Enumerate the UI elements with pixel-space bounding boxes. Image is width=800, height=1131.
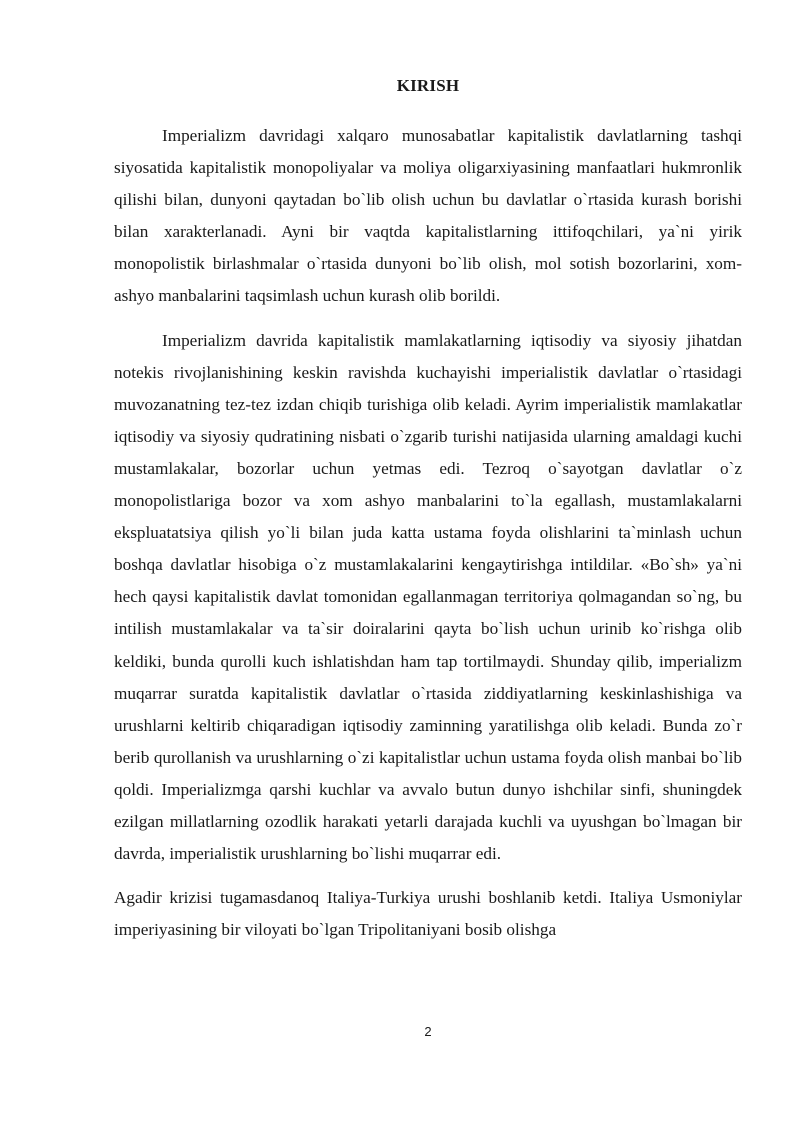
page-number: 2 [424, 1024, 432, 1039]
paragraph-1: Imperializm davridagi xalqaro munosabatlar kapitalistik davlatlarning tashqi siyosatida kapitalistik monopoliyalar va moliya oligarxiyasining manfaatlari hukmronlik qilishi bilan, dunyoni qaytadan bo`lib olish uchun bu davlatlar o`rtasida kurash borishi bilan xarakterlanadi. Ayni bir vaqtda kapitalistlarning ittifoqchilari, ya`ni yirik monopolistik birlashmalar o`rtasida dunyoni bo`lib olish, mol sotish bozorlarini, xom-ashyo manbalarini taqsimlash uchun kurash olib borildi. [114, 126, 742, 306]
page-title: KIRISH [396, 76, 460, 95]
paragraph-3: Agadir krizisi tugamasdanoq Italiya-Turkiya urushi boshlanib ketdi. Italiya Usmoniylar imperiyasining bir viloyati bo`lgan Tripolitaniyani bosib olishga [114, 888, 742, 940]
body-text [114, 120, 742, 946]
paragraph-2: Imperializm davrida kapitalistik mamlakatlarning iqtisodiy va siyosiy jihatdan notekis rivojlanishining keskin ravishda kuchayishi imperialistik davlatlar o`rtasidagi muvozanatning tez-tez izdan chiqib turishiga olib keladi. Ayrim imperialistik mamlakatlar iqtisodiy va siyosiy qudratining nisbati o`zgarib turishi natijasida ularning amaldagi kuchi mustamlakalar, bozorlar uchun yetmas edi. Tezroq o`sayotgan davlatlar o`z monopolistlariga bozor va xom ashyo manbalarini to`la egallash, mustamlakalarni ekspluatatsiya qilish yo`li bilan juda katta ustama foyda olishlarini ta`minlash uchun boshqa davlatlar hisobiga o`z mustamlakalarini kengaytirishga intildilar. «Bo`sh» ya`ni hech qaysi kapitalistik davlat tomonidan egallanmagan territoriya qolmagandan so`ng, bu intilish mustamlakalar va ta`sir doiralarini qayta bo`lish uchun urinib ko`rishga olib keldiki, bunda qurolli kuch ishlatishdan ham tap tortilmaydi. Shunday qilib, imperializm muqarrar suratda kapitalistik davlatlar o`rtasida ziddiyatlarning keskinlashishiga va urushlarni keltirib chiqaradigan iqtisodiy zaminning yaratilishga olib keladi. Bunda zo`r berib qurollanish va urushlarning o`zi kapitalistlar uchun ustama foyda olish manbai bo`lib qoldi. Imperializmga qarshi kuchlar va avvalo butun dunyo ishchilar sinfi, shuningdek ezilgan millatlarning ozodlik harakati yetarli darajada kuchli va uyushgan bo`lmagan bir davrda, imperialistik urushlarning bo`lishi muqarrar edi. [114, 330, 742, 864]
